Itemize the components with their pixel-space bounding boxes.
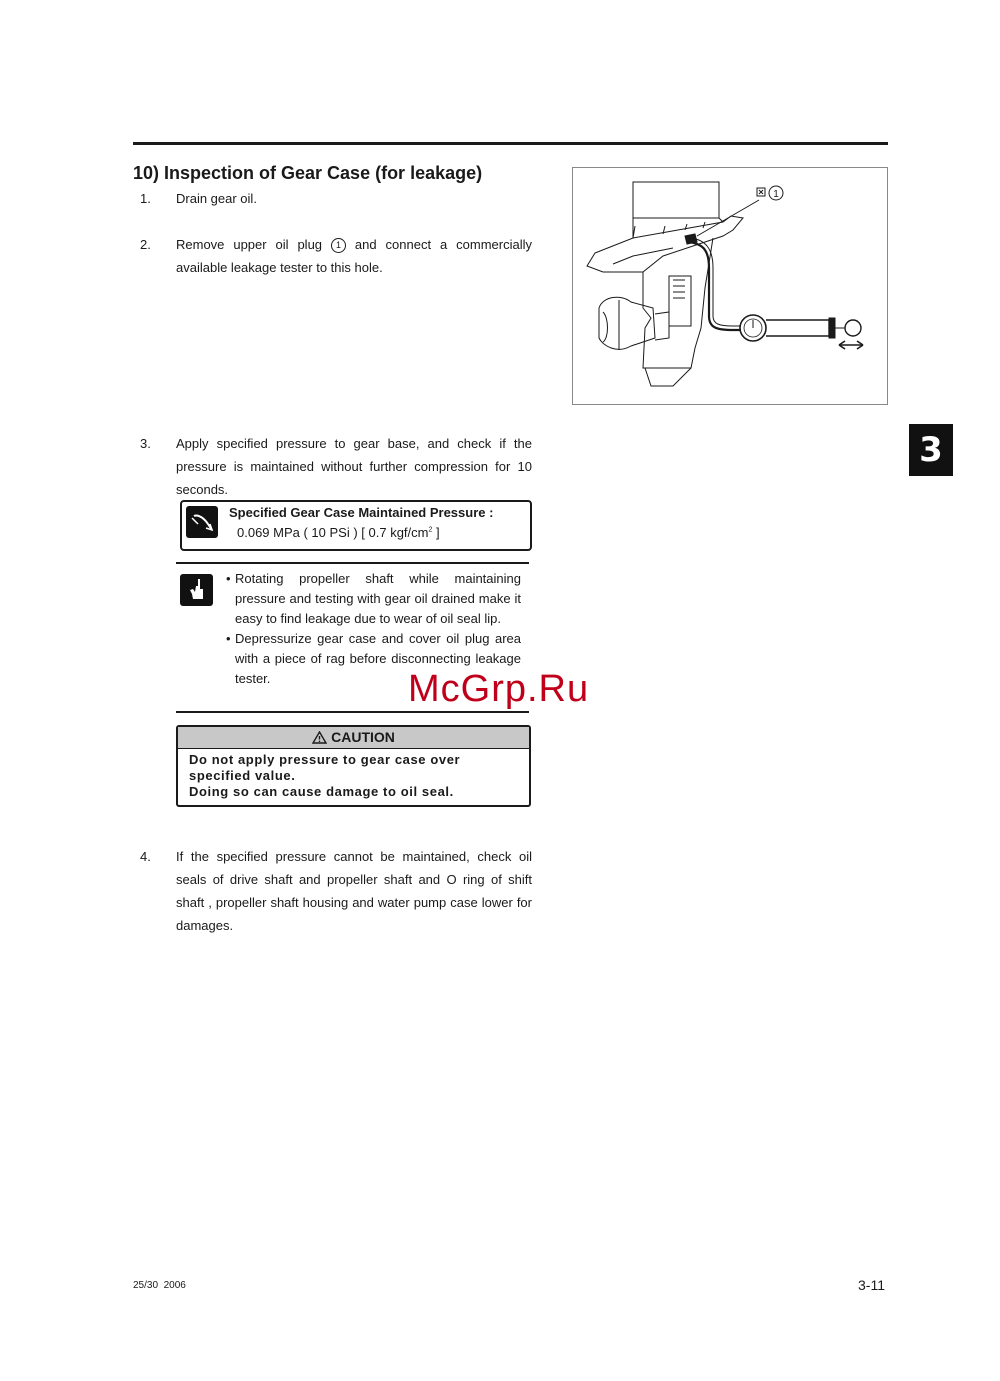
spec-unit-superscript: 2 bbox=[428, 526, 433, 534]
tip-top-rule bbox=[176, 562, 529, 564]
step-number: 3. bbox=[140, 436, 151, 451]
header-rule bbox=[133, 142, 888, 145]
caution-box bbox=[176, 725, 531, 807]
spec-title: Specified Gear Case Maintained Pressure : bbox=[229, 505, 494, 520]
step-4 bbox=[140, 845, 532, 937]
caution-line: Doing so can cause damage to oil seal. bbox=[189, 784, 454, 799]
step-1 bbox=[140, 187, 532, 210]
spec-value-text: 0.069 MPa ( 10 PSi ) [ 0.7 kgf/cm bbox=[237, 525, 429, 540]
watermark: McGrp.Ru bbox=[408, 668, 590, 710]
list-item: • Depressurize gear case and cover oil plug area with a piece of rag before disconnecting leakage tester. bbox=[226, 629, 521, 689]
leakage-tester-figure bbox=[572, 167, 888, 405]
step-number: 4. bbox=[140, 849, 151, 864]
pointing-hand-icon bbox=[180, 574, 213, 606]
chapter-tab: 3 bbox=[909, 424, 953, 476]
step-number: 1. bbox=[140, 191, 151, 206]
tip-bottom-rule bbox=[176, 711, 529, 713]
page-number: 3-11 bbox=[858, 1277, 885, 1293]
step-text bbox=[176, 233, 532, 279]
leakage-tester-illustration bbox=[573, 168, 887, 404]
step-2 bbox=[140, 233, 532, 279]
warning-triangle-icon bbox=[312, 731, 327, 744]
step-number: 2. bbox=[140, 237, 151, 252]
pressure-gauge-icon bbox=[186, 506, 218, 538]
list-item: • Rotating propeller shaft while maintaining pressure and testing with gear oil drained make it easy to find leakage due to wear of oil seal lip. bbox=[226, 569, 521, 629]
caution-header bbox=[178, 727, 529, 749]
step-text-part: Remove upper oil plug bbox=[176, 237, 331, 252]
step-text: If the specified pressure cannot be maintained, check oil seals of drive shaft and propeller shaft and O ring of shift shaft , propeller shaft housing and water pump case lower for damages. bbox=[176, 849, 532, 933]
step-text-part: and connect a commercially available leakage tester to this hole. bbox=[176, 237, 532, 275]
caution-body bbox=[178, 749, 529, 800]
step-text: Apply specified pressure to gear base, and check if the pressure is maintained without further compression for 10 seconds. bbox=[176, 436, 532, 497]
spec-value bbox=[237, 525, 440, 540]
footer-model: 25/30 2006 bbox=[133, 1280, 186, 1291]
section-title: 10) Inspection of Gear Case (for leakage) bbox=[133, 163, 483, 183]
figure-callout: 1 bbox=[773, 189, 779, 200]
spec-value-end: ] bbox=[432, 525, 440, 540]
caution-line: Do not apply pressure to gear case over specified value. bbox=[189, 752, 461, 783]
step-text: Drain gear oil. bbox=[176, 191, 257, 206]
callout-reference: 1 bbox=[331, 238, 346, 253]
step-3 bbox=[140, 432, 532, 501]
caution-label: CAUTION bbox=[331, 729, 395, 745]
specification-box bbox=[180, 500, 532, 551]
